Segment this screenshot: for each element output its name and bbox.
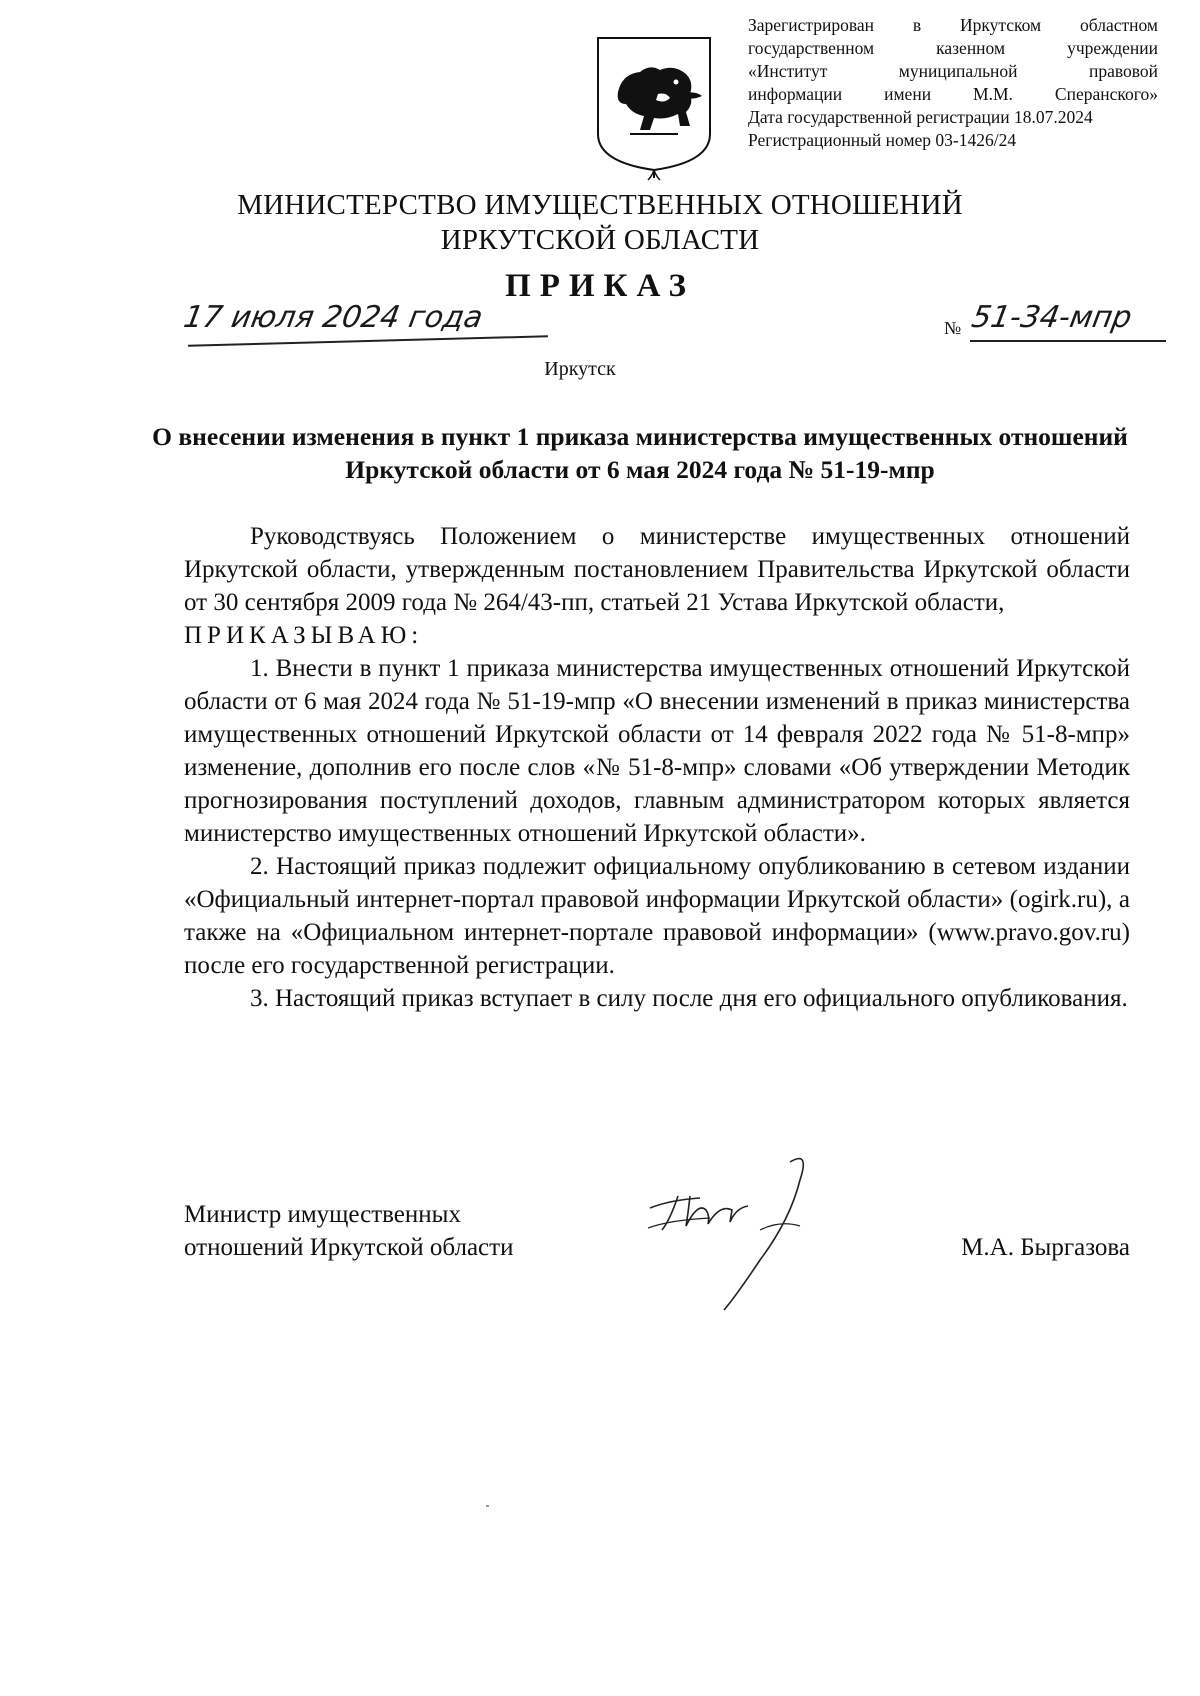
ministry-name-line2: ИРКУТСКОЙ ОБЛАСТИ: [440, 224, 760, 256]
date-underline: [188, 335, 548, 346]
number-sign: №: [944, 318, 962, 338]
registration-stamp: [748, 14, 1158, 152]
order-body: [184, 520, 1130, 1015]
order-subject: О внесении изменения в пункт 1 приказа министерства имущественных отношений Иркутской области от 6 мая 2024 года № 51-19-мпр: [152, 422, 1128, 484]
city: Иркутск: [544, 358, 616, 380]
ministry-name-line1: МИНИСТЕРСТВО ИМУЩЕСТВЕННЫХ ОТНОШЕНИЙ: [237, 189, 963, 221]
document-title: ПРИКАЗ: [505, 268, 695, 304]
handwritten-signature: [640, 1150, 860, 1320]
registration-number: Регистрационный номер 03-1426/24: [748, 130, 1017, 150]
order-item: 1. Внести в пункт 1 приказа министерства имущественных отношений Иркутской области от 6 мая 2024 года № 51-19-мпр «О внесении изменений в приказ министерства имущественных отношений Иркутской области от 14 февраля 2022 года № 51-8-мпр» изменение, дополнив его после слов «№ 51-8-мпр» словами «Об утверждении Методик прогнозирования поступлений доходов, главным администратором которых является министерство имущественных отношений Иркутской области».: [184, 655, 1130, 847]
order-item: 2. Настоящий приказ подлежит официальному опубликованию в сетевом издании «Официальный интернет-портал правовой информации Иркутской области» (ogirk.ru), а также на «Официальном интернет-портале правовой информации» (www.pravo.gov.ru) после его государственной регистрации.: [184, 853, 1130, 979]
registration-line: Зарегистрирован в Иркутском областном: [748, 15, 1158, 35]
number-underline: [970, 340, 1166, 342]
ministry-header: [0, 188, 1200, 258]
signatory-title-line2: отношений Иркутской области: [184, 1234, 514, 1261]
coat-of-arms-icon: [594, 34, 714, 182]
order-date-handwritten: 17 июля 2024 года: [180, 300, 486, 335]
registration-date: Дата государственной регистрации 18.07.2024: [748, 107, 1093, 127]
registration-line: государственном казенном учреждении: [748, 38, 1158, 58]
signatory-title-line1: Министр имущественных: [184, 1201, 461, 1228]
scan-speck: [486, 1505, 489, 1507]
order-number: [944, 300, 1184, 350]
order-directive: ПРИКАЗЫВАЮ:: [184, 622, 424, 649]
preamble-paragraph: Руководствуясь Положением о министерстве имущественных отношений Иркутской области, утвержденным постановлением Правительства Иркутской области от 30 сентября 2009 года № 264/43-пп, статьей 21 Устава Иркутской области,: [184, 523, 1130, 616]
order-item: 3. Настоящий приказ вступает в силу после дня его официального опубликования.: [250, 985, 1128, 1012]
registration-line: информации имени М.М. Сперанского»: [748, 84, 1158, 104]
registration-line: «Институт муниципальной правовой: [748, 61, 1158, 81]
order-date: [180, 300, 564, 350]
order-number-handwritten: 51-34-мпр: [968, 300, 1135, 335]
signatory-title: [184, 1198, 513, 1264]
signatory-name: М.А. Быргазова: [961, 1234, 1130, 1261]
